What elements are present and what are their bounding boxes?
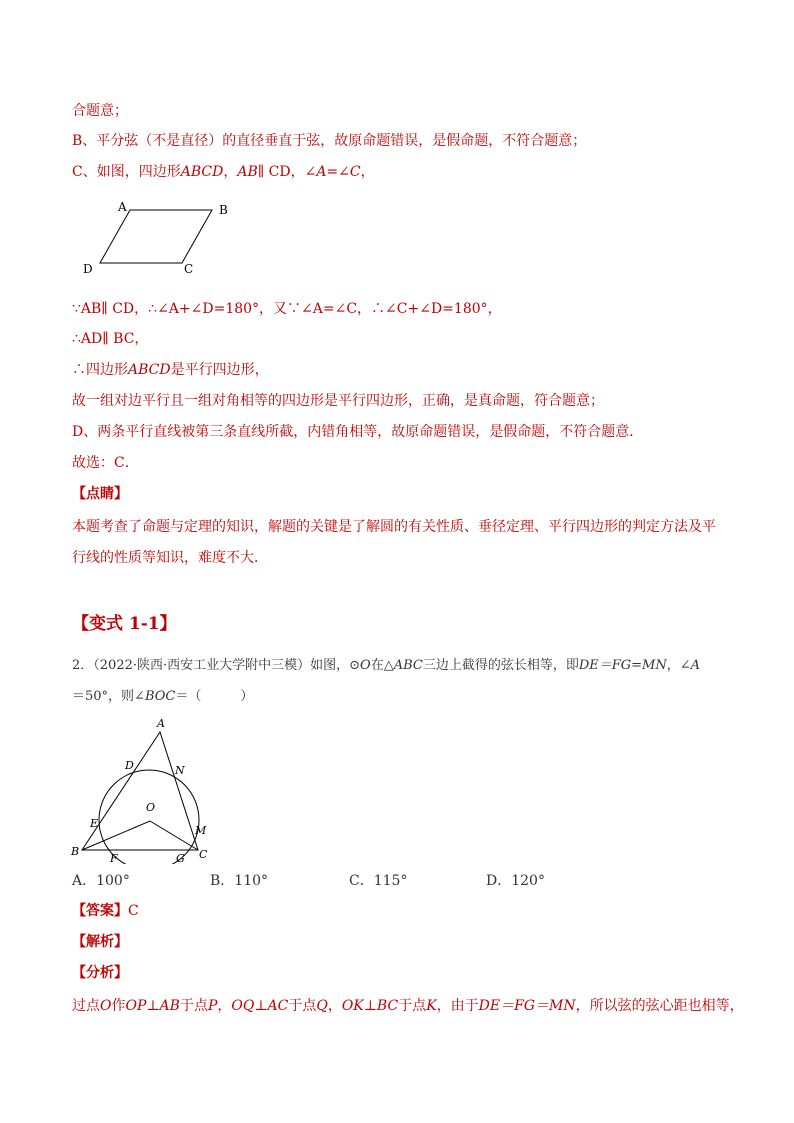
- text-line: 合题意；: [72, 103, 128, 119]
- proof-line-1: ∵AB∥ CD，∴∠A+∠D=180°，又∵∠A=∠C，∴∠C+∠D=180°，: [72, 301, 502, 317]
- text: 过点: [72, 998, 100, 1014]
- option-b-analysis: B、平分弦（不是直径）的直径垂直于弦，故原命题错误，是假命题，不符合题意；: [72, 133, 587, 149]
- jiexi-label: 【解析】: [72, 934, 128, 950]
- label-D: D: [125, 759, 134, 772]
- label-A: A: [157, 717, 165, 730]
- text: 作: [111, 998, 126, 1014]
- choice-line: 故选：C．: [72, 455, 139, 471]
- text: 是平行四边形，: [170, 362, 269, 378]
- variant-heading: 【变式 1-1】: [72, 614, 177, 634]
- math: Q: [316, 998, 328, 1014]
- answer-value: C: [128, 903, 139, 919]
- fenxi-label: 【分析】: [72, 965, 128, 981]
- option-d-analysis: D、两条平行直线被第三条直线所截，内错角相等，故原命题错误，是假命题，不符合题意．: [72, 424, 644, 440]
- dianjing-line-2: 行线的性质等知识，难度不大．: [72, 550, 268, 566]
- label-D: D: [83, 262, 93, 276]
- text: 在△: [370, 658, 394, 673]
- label-F: F: [110, 852, 118, 864]
- math: O: [100, 998, 112, 1014]
- math-A: A: [690, 658, 701, 673]
- text: ∥ CD，: [257, 164, 305, 180]
- math: K: [426, 998, 437, 1014]
- label-B: B: [219, 203, 228, 217]
- proof-line-3: [72, 360, 269, 380]
- text: ＝（ ）: [175, 689, 254, 704]
- answer-line: [72, 901, 139, 921]
- math-O: O: [360, 658, 371, 673]
- analysis-line-1: [72, 996, 744, 1016]
- math-ABCD: ABCD: [180, 164, 224, 180]
- label-G: G: [176, 852, 185, 864]
- text: ∴四边形: [72, 362, 128, 378]
- text: 于点: [398, 998, 427, 1014]
- math: DE＝FG＝MN: [478, 998, 576, 1014]
- option-c-intro: [72, 162, 375, 182]
- triangle-ABC: [82, 732, 198, 850]
- proof-line-2: ∴AD∥ BC，: [72, 331, 149, 347]
- math-angle: ∠A=∠C: [304, 164, 361, 180]
- label-B: B: [71, 845, 80, 858]
- text: C、如图，四边形: [72, 164, 181, 180]
- option-a[interactable]: A．100°: [72, 873, 130, 889]
- option-b[interactable]: B．110°: [210, 873, 269, 889]
- label-N: N: [175, 764, 185, 777]
- question-line-2: [72, 687, 253, 707]
- math: OQ⊥AC: [231, 998, 289, 1014]
- math-BOC: BOC: [144, 689, 176, 704]
- text: ＝50°，则∠: [72, 689, 145, 704]
- text: 2．（2022·陕西·西安工业大学附中三模）如图，⊙: [72, 658, 361, 673]
- text: ，所以弦的弦心距也相等，: [575, 998, 744, 1014]
- text: ，∠: [666, 658, 691, 673]
- math-AB: AB: [237, 164, 258, 180]
- text: 于点: [288, 998, 317, 1014]
- proof-line-4: 故一组对边平行且一组对角相等的四边形是平行四边形，正确，是真命题，符合题意；: [72, 393, 604, 409]
- math-ABC: ABC: [393, 658, 423, 673]
- text: 三边上截得的弦长相等，即: [422, 658, 579, 673]
- question-line-1: [72, 656, 700, 676]
- dianjing-label: 【点睛】: [72, 486, 128, 502]
- label-C: C: [184, 262, 194, 276]
- text: ，: [223, 164, 238, 180]
- text: ，: [327, 998, 342, 1014]
- triangle-circle-figure: [68, 716, 218, 864]
- label-M: M: [195, 824, 207, 837]
- dianjing-line-1: 本题考查了命题与定理的知识，解题的关键是了解圆的有关性质、垂径定理、平行四边形的判定方法及平: [72, 519, 716, 535]
- math: P: [207, 998, 218, 1014]
- answer-label: 【答案】: [72, 903, 128, 919]
- math-chords: DE＝FG=MN: [578, 658, 667, 673]
- label-E: E: [90, 817, 99, 830]
- label-A: A: [118, 200, 127, 214]
- label-O: O: [146, 801, 156, 814]
- text: 于点: [179, 998, 208, 1014]
- parallelogram-shape: [100, 210, 212, 263]
- math: OK⊥BC: [341, 998, 399, 1014]
- math-ABCD: ABCD: [128, 362, 171, 378]
- label-C: C: [199, 848, 208, 861]
- option-d[interactable]: D．120°: [486, 873, 545, 889]
- text: ，由于: [436, 998, 479, 1014]
- option-c[interactable]: C．115°: [349, 873, 408, 889]
- parallelogram-figure: [80, 195, 240, 280]
- text: ，: [360, 164, 375, 180]
- text: ，: [217, 998, 232, 1014]
- math: OP⊥AB: [125, 998, 180, 1014]
